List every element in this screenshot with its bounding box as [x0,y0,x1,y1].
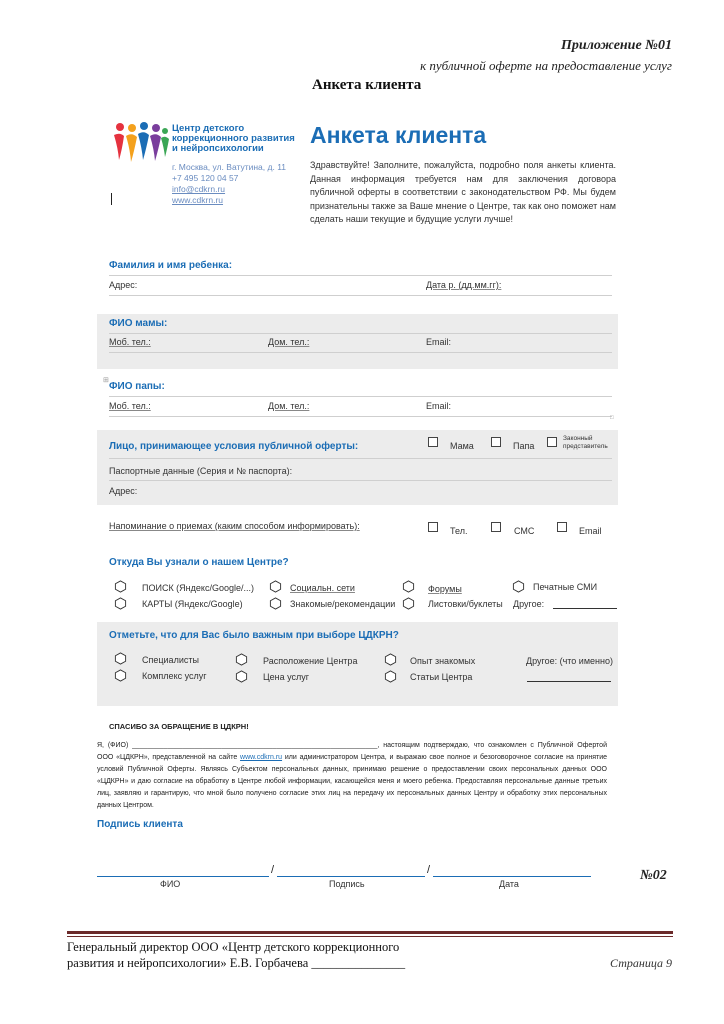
maps-option-icon[interactable] [114,597,127,610]
mother-option-label: Мама [450,441,474,451]
maps-option-label: КАРТЫ (Яндекс/Google) [142,599,243,609]
offer-name-line [109,458,612,459]
children-logo-icon [110,122,170,164]
form-title: Анкета клиента [310,122,487,148]
mother-mobile-label: Моб. тел.: [109,337,151,347]
father-home-label: Дом. тел.: [268,401,310,411]
signature-date-line[interactable] [433,876,591,877]
legal-rep-line-1: Законный [563,435,593,442]
appendix-subtitle: к публичной оферте на предоставление услуг [420,58,672,73]
press-option-label: Печатные СМИ [533,582,598,592]
contact-site[interactable]: www.cdkrn.ru [172,195,224,205]
signature-heading: Подпись клиента [97,819,183,830]
price-option-icon[interactable] [235,670,248,683]
signature-date-label: Дата [499,879,519,889]
reminder-email-checkbox[interactable] [557,522,567,532]
complex-option-icon[interactable] [114,669,127,682]
reminder-email-label: Email [579,526,602,536]
search-option-label: ПОИСК (Яндекс/Google/...) [142,583,254,593]
social-option-label: Социальн. сети [290,583,355,593]
page-number: Страница 9 [610,956,672,970]
experience-option-label: Опыт знакомых [410,656,476,666]
footer-line-1: Генеральный директор ООО «Центр детского коррекционного [67,940,400,954]
logo-line-1: Центр детского [172,123,245,134]
passport-label: Паспортные данные (Серия и № паспорта): [109,466,293,476]
signature-separator-1: / [271,864,275,876]
father-email-label: Email: [426,401,452,411]
press-option-icon[interactable] [512,580,525,593]
price-option-label: Цена услуг [263,672,310,682]
logo-text [172,124,295,154]
source-other-label: Другое: [513,599,545,609]
reminder-sms-label: СМС [514,526,535,536]
child-name-line [109,275,612,276]
friends-option-icon[interactable] [269,597,282,610]
signature-separator-2: / [427,864,431,876]
mother-checkbox[interactable] [428,437,438,447]
choice-heading: Отметьте, что для Вас было важным при выборе ЦДКРН? [109,630,399,641]
mother-name-line [109,333,612,334]
articles-option-label: Статьи Центра [410,672,473,682]
logo-line-2: коррекционного развития [172,133,295,144]
search-option-icon[interactable] [114,580,127,593]
offer-address-label: Адрес: [109,486,138,496]
child-address-line [109,295,612,296]
specialists-option-icon[interactable] [114,652,127,665]
contact-phone: +7 495 120 04 57 [172,173,239,183]
legal-text-part-1: Я, (ФИО) _______________________________________________________________, настоящим подтверждаю, что ознакомлен с Публичной Офертой ООО «ЦДКРН», представленной на сайте [97,742,607,761]
mother-heading: ФИО мамы: [109,318,168,329]
articles-option-icon[interactable] [384,670,397,683]
signature-fio-line[interactable] [97,876,269,877]
center-logo [110,122,170,164]
offer-person-heading: Лицо, принимающее условия публичной оферты: [109,441,359,452]
footer-text [67,939,405,971]
location-option-icon[interactable] [235,653,248,666]
child-birthdate-label: Дата р. (дд.мм.гг): [426,280,502,290]
intro-text: Здравствуйте! Заполните, пожалуйста, подробно поля анкеты клиента. Данная информация требуется нам для заключения договора публичной оферты в соответствии с законодательством РФ. Мы будем признательны также за Ваше мнение о Центре, так как оно поможет нам сделать наши текущие и будущие услуги лучше! [310,160,616,225]
text-cursor [111,193,112,205]
choice-other-line[interactable] [527,681,611,682]
father-option-label: Папа [513,441,535,451]
location-option-label: Расположение Центра [263,656,358,666]
father-heading: ФИО папы: [109,381,165,392]
reminder-phone-checkbox[interactable] [428,522,438,532]
legal-consent-text [97,740,607,812]
signature-fio-label: ФИО [160,879,181,889]
mother-home-label: Дом. тел.: [268,337,310,347]
move-handle-icon[interactable]: ⊞ [103,377,109,384]
contact-address: г. Москва, ул. Ватутина, д. 11 [172,162,287,172]
reminder-label: Напоминание о приемах (каким способом информировать): [109,521,360,531]
mother-email-label: Email: [426,337,452,347]
legal-rep-line-2: представитель [563,443,608,450]
complex-option-label: Комплекс услуг [142,671,207,681]
reminder-sms-checkbox[interactable] [491,522,501,532]
father-checkbox[interactable] [491,437,501,447]
leaflets-option-label: Листовки/буклеты [428,599,503,609]
footer-rule-thick [67,931,673,934]
thanks-text: СПАСИБО ЗА ОБРАЩЕНИЕ В ЦДКРН! [109,722,249,731]
forums-option-label: Форумы [428,584,462,594]
legal-text-part-2: или администратором Центра, и выражаю свое полное и безоговорочное согласие на принятие условий Публичной Оферты. Являясь Субъектом персональных данных, принимаю решение о предоставлении своих персональных данных ООО «ЦДКРН» и даю согласие на обработку в Центре любой информации, касающейся меня и моего ребенка. Предоставляя персональные данные третьих лиц, заявляю и гарантирую, что мной было получено согласие этих лиц на передачу их персональных данных Центру и обработку этих персональных данных Центром. [97,754,607,809]
appendix-title: Приложение №01 [561,38,672,53]
forums-option-icon[interactable] [402,580,415,593]
source-other-line[interactable] [553,608,617,609]
legal-rep-label [563,435,608,451]
friends-option-label: Знакомые/рекомендации [290,599,396,609]
reminder-phone-label: Тел. [450,526,468,536]
mother-band [97,314,618,369]
legal-rep-checkbox[interactable] [547,437,557,447]
resize-handle-icon[interactable]: □ [610,415,614,421]
father-mobile-label: Моб. тел.: [109,401,151,411]
document-title: Анкета клиента [312,77,422,93]
side-mark: №02 [640,868,667,883]
passport-line [109,480,612,481]
signature-sign-label: Подпись [329,879,365,889]
contacts-block [172,162,286,206]
social-option-icon[interactable] [269,580,282,593]
mother-phone-line [109,352,612,353]
footer-line-2: развития и нейропсихологии» Е.В. Горбачева _______________ [67,956,406,970]
choice-other-label: Другое: (что именно) [526,656,613,666]
source-heading: Откуда Вы узнали о нашем Центре? [109,557,289,568]
signature-sign-line[interactable] [277,876,425,877]
child-address-label: Адрес: [109,280,138,290]
site-link[interactable]: www.cdkrn.ru [240,754,283,761]
logo-line-3: и нейропсихологии [172,143,264,154]
specialists-option-label: Специалисты [142,655,199,665]
father-name-line [109,396,612,397]
leaflets-option-icon[interactable] [402,597,415,610]
contact-email[interactable]: info@cdkrn.ru [172,184,226,194]
father-phone-line [109,416,612,417]
experience-option-icon[interactable] [384,653,397,666]
child-name-heading: Фамилия и имя ребенка: [109,260,233,271]
footer-rule-thin [67,936,673,937]
